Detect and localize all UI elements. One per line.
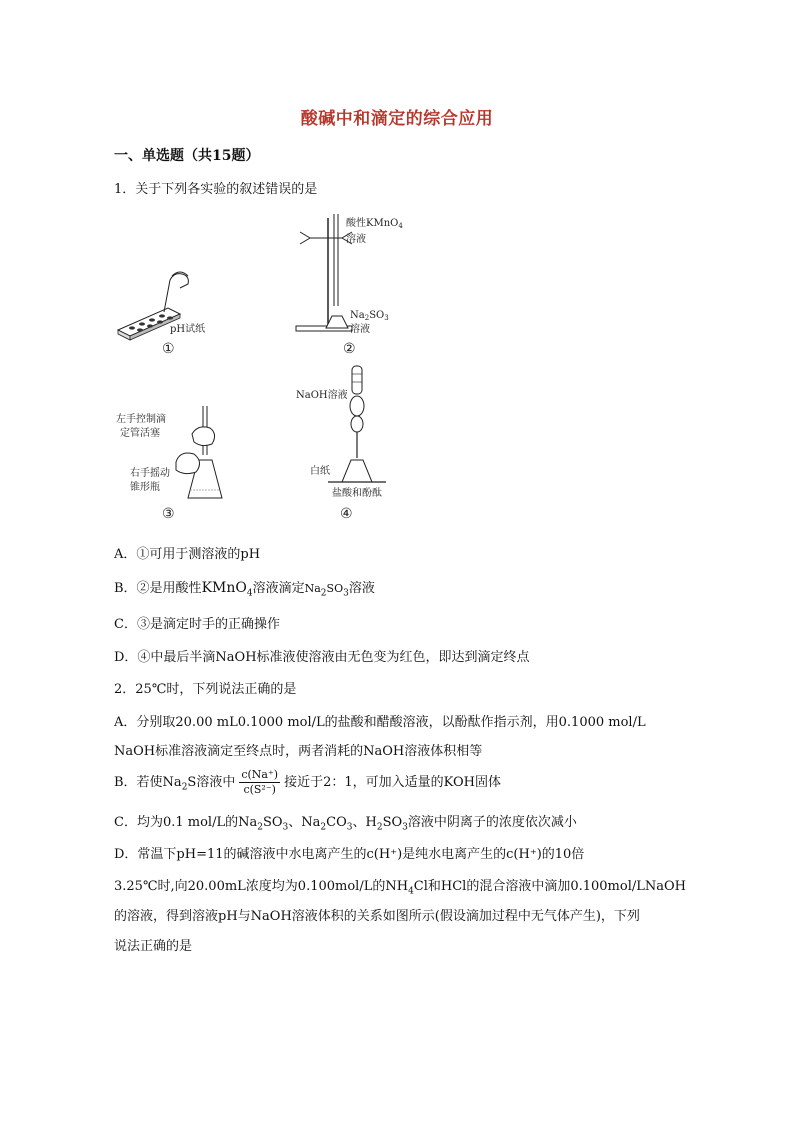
- question-2-option-d: D．常温下pH=11的碱溶液中水电离产生的c(H⁺)是纯水电离产生的c(H⁺)的10倍: [114, 847, 585, 862]
- question-2-option-a-line2: NaOH标准溶液滴定至终点时，两者消耗的NaOH溶液体积相等: [114, 744, 483, 759]
- figure-4-naoh-burette: [296, 366, 386, 522]
- question-3-stem-line3: 说法正确的是: [114, 939, 193, 954]
- question-1-option-a: A．①可用于测溶液的pH: [114, 547, 261, 562]
- svg-text:盐酸和酚酞: 盐酸和酚酞: [332, 488, 382, 499]
- svg-text:白纸: 白纸: [310, 466, 330, 477]
- svg-text:④: ④: [340, 506, 353, 522]
- svg-text:溶液: 溶液: [346, 234, 366, 245]
- experiment-figure: [110, 210, 410, 525]
- question-2-option-b: B．若使$Na_2S$溶液中 $\frac{c(Na^+)}{\text{c(S²⁻)}}$ 接近于2：1，可加入适量的KOH固体: [114, 768, 501, 796]
- svg-text:溶液: 溶液: [350, 324, 370, 335]
- question-2-option-a-line1: A．分别取20.00 mL0.1000 mol/L的盐酸和醋酸溶液，以酚酞作指示剂，用0.1000 mol/L: [114, 715, 646, 730]
- question-3-stem-line1: 3.25℃时,向20.00mL浓度均为0.100mol/L的$NH_4Cl$和HCl的混合溶液中滴加0.100mol/LNaOH: [114, 879, 687, 897]
- svg-text:锥形瓶: 锥形瓶: [130, 482, 160, 493]
- question-2-option-c: C．均为0.1 mol/L的$Na_2SO_3$、$Na_2CO_3$、$H_2SO_3$溶液中阴离子的浓度依次减小: [114, 815, 577, 833]
- page-title: 酸碱中和滴定的综合应用: [300, 109, 494, 129]
- figure-2-titration-stand: [296, 214, 403, 357]
- question-2-stem: 2．25℃时，下列说法正确的是: [114, 682, 297, 697]
- question-1-option-c: C．③是滴定时手的正确操作: [114, 617, 280, 632]
- svg-text:定管活塞: 定管活塞: [120, 428, 160, 439]
- figure-3-hand-operation: [116, 406, 222, 522]
- svg-text:左手控制滴: 左手控制滴: [116, 414, 166, 425]
- section-heading: 一、单选题（共15题）: [114, 148, 260, 164]
- question-1-option-d: D．④中最后半滴NaOH标准液使溶液由无色变为红色，即达到滴定终点: [114, 650, 530, 665]
- svg-text:②: ②: [343, 341, 356, 357]
- concentration-ratio-fraction: $\frac{c(Na^+)}{\text{c(S²⁻)}}$: [241, 768, 279, 796]
- question-1-stem: 1．关于下列各实验的叙述错误的是: [114, 182, 318, 197]
- svg-text:酸性KMnO4: 酸性KMnO$_4$: [346, 218, 403, 230]
- svg-text:右手摇动: 右手摇动: [130, 468, 170, 479]
- svg-text:③: ③: [162, 506, 175, 522]
- question-1-option-b: B．②是用酸性KMnO$_4$溶液滴定$Na_2SO_3$溶液: [114, 580, 375, 599]
- figure-1-spot-plate: [118, 272, 205, 357]
- svg-text:①: ①: [162, 341, 175, 357]
- question-3-stem-line2: 的溶液，得到溶液pH与NaOH溶液体积的关系如图所示(假设滴加过程中无气体产生)，下列: [114, 909, 640, 924]
- svg-text:NaOH溶液: NaOH溶液: [296, 390, 348, 401]
- svg-text:pH试纸: pH试纸: [170, 324, 206, 335]
- svg-text:Na2SO3: $Na_2SO_3$: [350, 310, 389, 322]
